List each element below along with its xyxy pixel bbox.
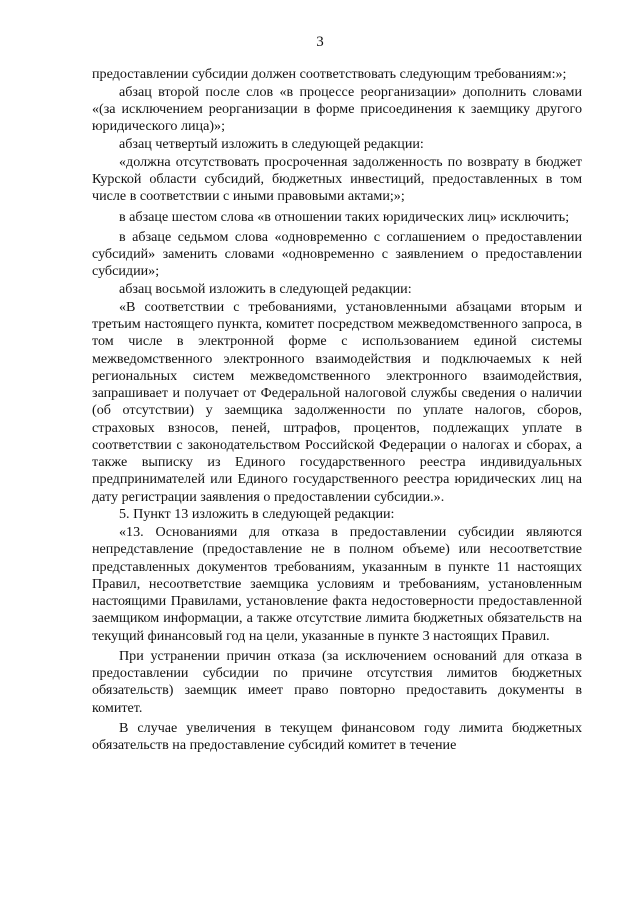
paragraph-quoted-eighth-abzac: «В соответствии с требованиями, установленными абзацами вторым и третьим настоящего пункта, комитет посредством межведомственного запроса, в том числе в электронной форме с использованием единой системы межведомственного электронного взаимодействия и подключаемых к ней региональных систем межведомственного электронного взаимодействия, запрашивает и получает от Федеральной налоговой службы сведения о наличии (об отсутствии) у заемщика задолженности по уплате налогов, сборов, страховых взносов, пеней, штрафов, процентов, подлежащих уплате в соответствии с законодательством Российской Федерации о налогах и сборах, а также выписку из Единого государственного реестра индивидуальных предпринимателей или Единого государственного реестра юридических лиц на дату регистрации заявления о предоставлении субсидии.». bbox=[92, 298, 582, 505]
paragraph-quoted-item-13: «13. Основаниями для отказа в предоставлении субсидии являются непредставление (предоставление не в полном объеме) или несоответствие представленных документов требованиям, указанным в пункте 11 настоящих Правил, несоответствие заемщика условиям и требованиям, установленным настоящими Правилами, установление факта недостоверности предоставленной заемщиком информации, а также отсутствие лимита бюджетных обязательств на текущий финансовый год на цели, указанные в пункте 3 настоящих Правил. bbox=[92, 524, 582, 644]
page-number: 3 bbox=[316, 34, 324, 50]
paragraph-amend-seventh-abzac: в абзаце седьмом слова «одновременно с соглашением о предоставлении субсидий» заменить словами «одновременно с заявлением о предоставлении субсидии»; bbox=[92, 228, 582, 280]
document-body bbox=[92, 66, 582, 755]
paragraph-item-5: 5. Пункт 13 изложить в следующей редакции: bbox=[119, 506, 395, 523]
paragraph-limit-increase: В случае увеличения в текущем финансовом году лимита бюджетных обязательств на предоставление субсидий комитет в течение bbox=[92, 719, 582, 753]
paragraph-refusal-remedy: При устранении причин отказа (за исключением оснований для отказа в предоставлении субсидии по причине отсутствия лимитов бюджетных обязательств) заемщик имеет право повторно предоставить документы в комитет. bbox=[92, 647, 582, 716]
paragraph-amend-sixth-abzac: в абзаце шестом слова «в отношении таких юридических лиц» исключить; bbox=[119, 208, 570, 225]
paragraph-quoted-fourth-abzac: «должна отсутствовать просроченная задолженность по возврату в бюджет Курской области субсидий, бюджетных инвестиций, предоставленных в том числе в соответствии с иными правовыми актами;»; bbox=[92, 153, 582, 205]
paragraph-amend-eighth-abzac: абзац восьмой изложить в следующей редакции: bbox=[119, 281, 412, 297]
paragraph-amend-fourth-abzac: абзац четвертый изложить в следующей редакции: bbox=[119, 136, 424, 152]
paragraph-amend-second-abzac: абзац второй после слов «в процессе реорганизации» дополнить словами «(за исключением реорганизации в форме присоединения к заемщику другого юридического лица)»; bbox=[92, 83, 582, 135]
paragraph-continuation: предоставлении субсидии должен соответствовать следующим требованиям:»; bbox=[92, 66, 567, 82]
